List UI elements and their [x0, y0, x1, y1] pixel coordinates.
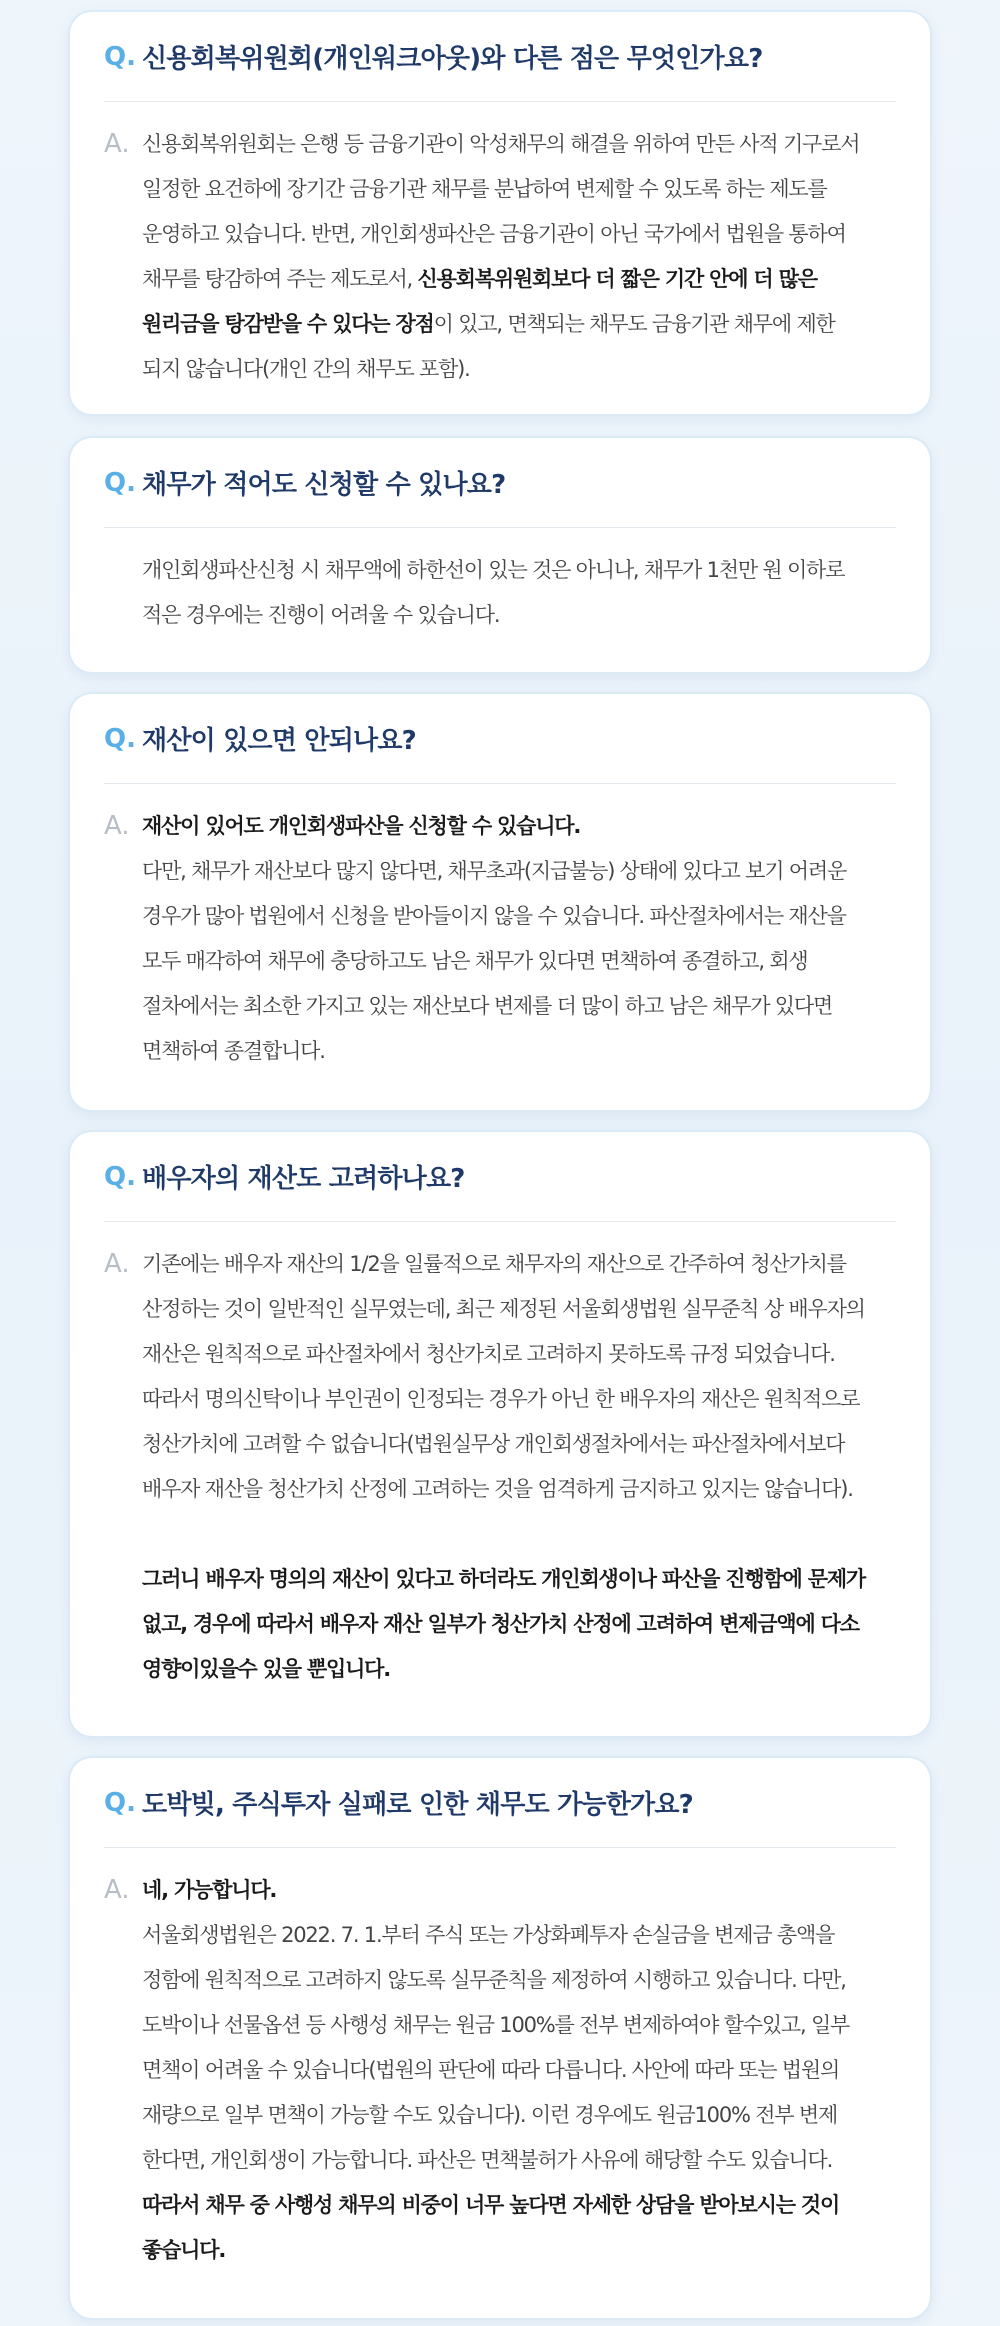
faq-question: 배우자의 재산도 고려하나요?: [142, 1164, 465, 1194]
faq-answer: [142, 548, 896, 638]
faq-card: [70, 694, 930, 1110]
faq-question: 채무가 적어도 신청할 수 있나요?: [142, 470, 506, 500]
answer-line: 따라서 명의신탁이나 부인권이 인정되는 경우가 아닌 한 배우자의 재산은 원칙적으로: [142, 1387, 860, 1411]
faq-question-row: [104, 438, 896, 528]
answer-line: 정함에 원칙적으로 고려하지 않도록 실무준칙을 제정하여 시행하고 있습니다. 다만,: [142, 1968, 846, 1992]
faq-answer-row: [104, 102, 896, 392]
answer-emphasis-line: 그러니 배우자 명의의 재산이 있다고 하더라도 개인회생이나 파산을 진행함에 문제가: [142, 1567, 866, 1591]
answer-text: 채무를 탕감하여 주는 제도로서,: [142, 267, 418, 291]
faq-question-row: [104, 1132, 896, 1222]
answer-line: 재량으로 일부 면책이 가능할 수도 있습니다). 이런 경우에도 원금100% 전부 변제: [142, 2103, 838, 2127]
faq-card: [70, 12, 930, 414]
faq-card: [70, 438, 930, 672]
answer-line: 청산가치에 고려할 수 없습니다(법원실무상 개인회생절차에서는 파산절차에서보다: [142, 1432, 845, 1456]
faq-answer-row: [104, 1848, 896, 2273]
answer-emphasis-line: 없고, 경우에 따라서 배우자 재산 일부가 청산가치 산정에 고려하여 변제금액에 다소: [142, 1612, 859, 1636]
answer-line: 면책하여 종결합니다.: [142, 1039, 325, 1063]
faq-answer-row: [104, 1222, 896, 1692]
answer-line: [142, 302, 896, 347]
answer-lead: 재산이 있어도 개인회생파산을 신청할 수 있습니다.: [142, 814, 581, 838]
answer-mark: A.: [104, 129, 130, 159]
paragraph-gap: [142, 1512, 896, 1557]
answer-line: 적은 경우에는 진행이 어려울 수 있습니다.: [142, 603, 500, 627]
question-mark: Q.: [104, 41, 136, 72]
answer-emphasis-line: 따라서 채무 중 사행성 채무의 비중이 너무 높다면 자세한 상담을 받아보시는 것이: [142, 2193, 840, 2217]
faq-answer-row: [104, 784, 896, 1074]
faq-question-row: [104, 12, 896, 102]
faq-answer: [142, 1242, 896, 1692]
answer-line: 배우자 재산을 청산가치 산정에 고려하는 것을 엄격하게 금지하고 있지는 않습니다).: [142, 1477, 853, 1501]
answer-line: 경우가 많아 법원에서 신청을 받아들이지 않을 수 있습니다. 파산절차에서는 재산을: [142, 904, 846, 928]
answer-lead: 네, 가능합니다.: [142, 1878, 277, 1902]
answer-line: 운영하고 있습니다. 반면, 개인회생파산은 금융기관이 아닌 국가에서 법원을 통하여: [142, 222, 846, 246]
faq-answer: [142, 1868, 896, 2273]
answer-line: 일정한 요건하에 장기간 금융기관 채무를 분납하여 변제할 수 있도록 하는 제도를: [142, 177, 827, 201]
answer-emphasis-line: 좋습니다.: [142, 2238, 226, 2262]
answer-line: 신용회복위원회는 은행 등 금융기관이 악성채무의 해결을 위하여 만든 사적 기구로서: [142, 132, 860, 156]
answer-line: 한다면, 개인회생이 가능합니다. 파산은 면책불허가 사유에 해당할 수도 있습니다.: [142, 2148, 833, 2172]
faq-answer: [142, 122, 896, 392]
faq-card: [70, 1132, 930, 1736]
faq-question-row: [104, 1758, 896, 1848]
answer-line: 기존에는 배우자 재산의 1/2을 일률적으로 채무자의 재산으로 간주하여 청산가치를: [142, 1252, 846, 1276]
answer-line: 도박이나 선물옵션 등 사행성 채무는 원금 100%를 전부 변제하여야 할수있고, 일부: [142, 2013, 850, 2037]
answer-line: 모두 매각하여 채무에 충당하고도 남은 채무가 있다면 면책하여 종결하고, 회생: [142, 949, 808, 973]
faq-question: 도박빚, 주식투자 실패로 인한 채무도 가능한가요?: [142, 1790, 693, 1820]
answer-emphasis-line: 영향이있을수 있을 뿐입니다.: [142, 1657, 391, 1681]
faq-question-row: [104, 694, 896, 784]
question-mark: Q.: [104, 467, 136, 498]
answer-line: [142, 257, 896, 302]
answer-line: 개인회생파산신청 시 채무액에 하한선이 있는 것은 아니나, 채무가 1천만 원 이하로: [142, 558, 845, 582]
faq-question: 신용회복위원회(개인워크아웃)와 다른 점은 무엇인가요?: [142, 44, 763, 74]
answer-line: 산정하는 것이 일반적인 실무였는데, 최근 제정된 서울회생법원 실무준칙 상 배우자의: [142, 1297, 865, 1321]
answer-emphasis: 원리금을 탕감받을 수 있다는 장점: [142, 312, 434, 336]
answer-line: 되지 않습니다(개인 간의 채무도 포함).: [142, 357, 470, 381]
faq-card: [70, 1758, 930, 2318]
answer-emphasis: 신용회복위원회보다 더 짧은 기간 안에 더 많은: [417, 267, 817, 291]
answer-mark: A.: [104, 1249, 130, 1279]
answer-mark: A.: [104, 811, 130, 841]
question-mark: Q.: [104, 1787, 136, 1818]
faq-answer: [142, 804, 896, 1074]
faq-question: 재산이 있으면 안되나요?: [142, 726, 416, 756]
answer-line: 절차에서는 최소한 가지고 있는 재산보다 변제를 더 많이 하고 남은 채무가 있다면: [142, 994, 833, 1018]
answer-line: 다만, 채무가 재산보다 많지 않다면, 채무초과(지급불능) 상태에 있다고 보기 어려운: [142, 859, 847, 883]
answer-line: 면책이 어려울 수 있습니다(법원의 판단에 따라 다릅니다. 사안에 따라 또는 법원의: [142, 2058, 840, 2082]
question-mark: Q.: [104, 723, 136, 754]
faq-answer-row: [104, 528, 896, 638]
answer-line: 서울회생법원은 2022. 7. 1.부터 주식 또는 가상화폐투자 손실금을 변제금 총액을: [142, 1923, 835, 1947]
answer-line: 재산은 원칙적으로 파산절차에서 청산가치로 고려하지 못하도록 규정 되었습니다.: [142, 1342, 835, 1366]
answer-mark: A.: [104, 1875, 130, 1905]
answer-text: 이 있고, 면책되는 채무도 금융기관 채무에 제한: [433, 312, 835, 336]
question-mark: Q.: [104, 1161, 136, 1192]
